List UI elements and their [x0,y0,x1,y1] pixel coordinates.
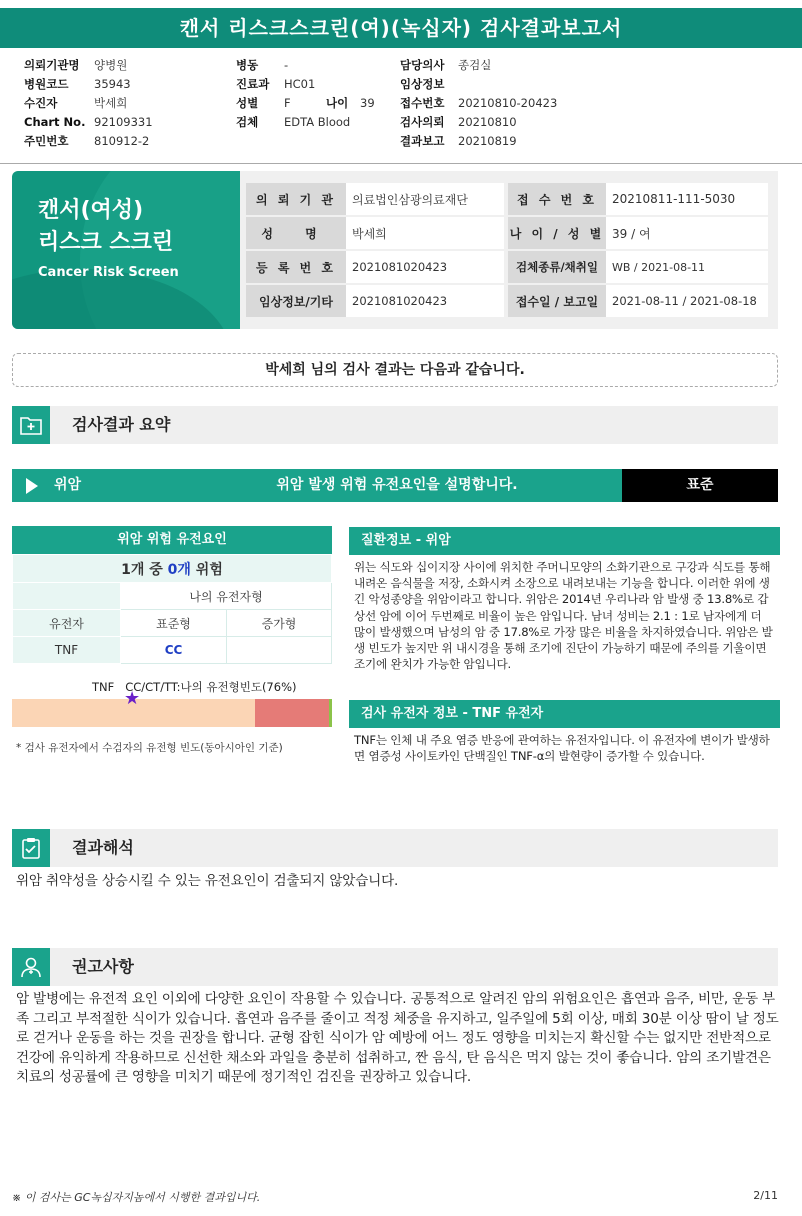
gene-info-box [349,700,780,764]
meta-row: 병동 - [236,58,289,72]
section-recommendation-header [12,948,778,986]
folder-plus-icon [12,406,50,444]
meta-row: 수진자 박세희 [24,96,128,110]
meta-col-2 [236,56,375,132]
table-row: 유전자 표준형 증가형 [13,610,332,637]
table-row: 성 명 박세희 나 이 / 성 별 39 / 여 [246,217,768,249]
disease-info-title: 질환정보 - 위암 [349,527,780,555]
frequency-segment [255,699,329,727]
doctor-icon [12,948,50,986]
risk-factor-title: 위암 위험 유전요인 [12,526,332,554]
risk-level-badge: 표준 [622,469,778,502]
risk-count: 1개 중 0개 위험 [13,555,332,583]
cancer-name: 위암 [54,477,82,493]
meta-col-1 [24,56,153,151]
report-meta [0,56,802,164]
clipboard-check-icon [12,829,50,867]
meta-row: 임상정보 [400,77,445,91]
section-title: 결과해석 [72,838,134,857]
table-row: 등 록 번 호 2021081020423 검체종류/채취일 WB / 2021-08-11 [246,251,768,283]
meta-row: 결과보고 20210819 [400,134,517,148]
meta-row: Chart No. 92109331 [24,115,153,129]
recommendation-text: 암 발병에는 유전적 요인 이외에 다양한 요인이 작용할 수 있습니다. 공통적으로 알려진 암의 위험요인은 흡연과 음주, 비만, 운동 부족 그리고 부적절한 식이가 있습니다. 흡연과 음주를 줄이고 적정 체중을 유지하고, 일주일에 5회 이상, 매회 30분 이상 땀이 날 정도로 걷거나 운동을 하는 것을 권장을 합니다. 균형 잡힌 식이가 암 예방에 어느 정도 영향을 미치는지 확신할 수는 없지만 전반적으로 건강에 유익하게 작용하므로 신선한 채소와 과일을 충분히 섭취하고, 짠 음식, 탄 음식은 먹지 않는 것이 좋습니다. 암의 조기발견은 치료의 성공률에 큰 영향을 미치기 때문에 정기적인 검진을 권장하고 있습니다. [16,991,779,1085]
hero-banner [12,171,240,329]
section-interpretation-header [12,829,778,867]
table-row: 임상정보/기타 2021081020423 접수일 / 보고일 2021-08-11 / 2021-08-18 [246,285,768,317]
gene-info-title: 검사 유전자 정보 - TNF 유전자 [349,700,780,728]
footer-note: ※ 이 검사는 GC녹십자지놈에서 시행한 결과입니다. [12,1191,261,1204]
meta-row: 주민번호 810912-2 [24,134,150,148]
hero-subtitle: Cancer Risk Screen [38,265,179,280]
patient-info-table [246,181,768,319]
meta-row: 진료과 HC01 [236,77,316,91]
meta-row: 접수번호 20210810-20423 [400,96,558,110]
cancer-type-bar [12,469,778,502]
interpretation-text: 위암 취약성을 상승시킬 수 있는 유전요인이 검출되지 않았습니다. [16,873,399,889]
meta-row: 성별 F 나이 39 [236,96,375,110]
section-summary-header [12,406,778,444]
frequency-note: * 검사 유전자에서 수검자의 유전형 빈도(동아시아인 기준) [16,742,283,754]
section-title: 권고사항 [72,957,134,976]
hero-title: 캔서(여성) 리스크 스크린 [38,198,174,255]
meta-row: 병원코드 35943 [24,77,131,91]
report-title: 캔서 리스크스크린(여)(녹십자) 검사결과보고서 [0,8,802,48]
frequency-segment [329,699,332,727]
frequency-label: TNF CC/CT/TT:나의 유전형빈도(76%) [92,680,297,694]
table-row [13,555,332,583]
meta-row: 검사의뢰 20210810 [400,115,517,129]
patient-info-panel [240,171,778,329]
frequency-bar [12,699,332,727]
risk-factor-table [12,554,332,664]
table-row: 나의 유전자형 [13,583,332,610]
risk-factor-panel [12,526,332,664]
star-icon: ★ [124,688,141,709]
disease-info-text: 위는 식도와 십이지장 사이에 위치한 주머니모양의 소화기관으로 구강과 식도를 통해 내려온 음식물을 저장, 소화시켜 소장으로 내려보내는 기능을 합니다. 이러한 위에 생긴 악성종양을 위암이라고 합니다. 위암은 2014년 우리나라 암 발생 중 13.8%로 갑상선 암에 이어 두번째로 비율이 높은 암입니다. 남녀 성비는 2.1 : 1로 남자에게 더 많이 발생했으며 남성의 암 중 17.8%로 가장 많은 비율을 차지하였습니다. 위암은 발생 빈도가 높지만 위 내시경을 통해 조기에 진단이 가능하기 때문에 주의를 기울이면 조기에 완치가 가능한 암입니다. [354,560,773,672]
meta-row: 검체 EDTA Blood [236,115,351,129]
disease-info-box [349,527,780,672]
meta-row: 담당의사 종검실 [400,58,492,72]
meta-col-3 [400,56,557,151]
table-row: TNF CC [13,637,332,664]
table-row: 의 뢰 기 관 의료법인삼광의료재단 접 수 번 호 20210811-111-5030 [246,183,768,215]
gene-info-text: TNF는 인체 내 주요 염증 반응에 관여하는 유전자입니다. 이 유전자에 변이가 발생하면 염증성 사이토카인 단백질인 TNF-α의 발현량이 증가할 수 있습니다. [354,733,770,764]
meta-row: 의뢰기관명 양병원 [24,58,128,72]
play-triangle-icon [26,478,38,494]
page-number: 2/11 [753,1189,778,1202]
section-title: 검사결과 요약 [72,415,171,434]
greeting-banner: 박세희 님의 검사 결과는 다음과 같습니다. [12,353,778,387]
cancer-description: 위암 발생 위험 유전요인을 설명합니다. [276,477,518,493]
